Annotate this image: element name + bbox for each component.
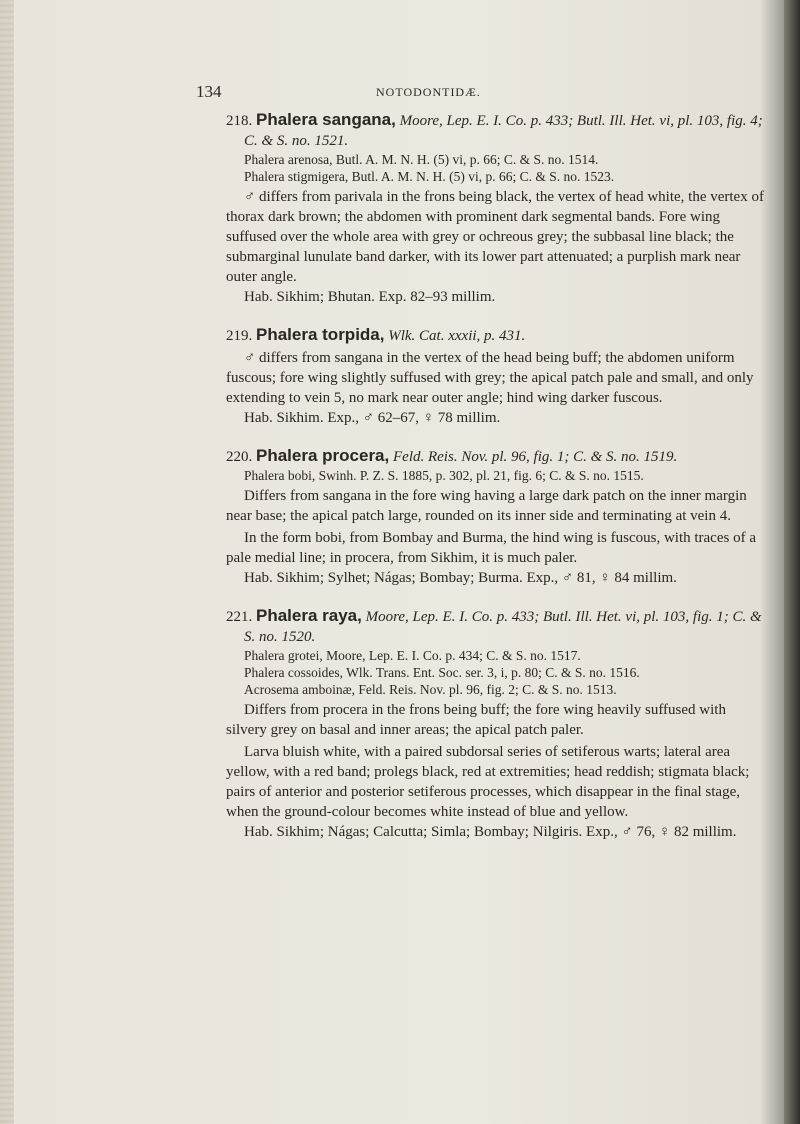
- entry-number: 219.: [226, 328, 253, 344]
- citation: Feld. Reis. Nov. pl. 96, fig. 1; C. & S. no. 1519.: [393, 449, 678, 465]
- species-entry: [226, 110, 766, 307]
- entry-number: 220.: [226, 449, 253, 465]
- description: ♂ differs from sangana in the vertex of the head being buff; the abdomen uniform fuscous; fore wing slightly suffused with grey; the apical patch pale and small, and only extending to vein 5, no mark near outer angle; hind wing darker fuscous.: [226, 350, 754, 406]
- species-entry: [226, 606, 766, 842]
- entry-heading: [226, 606, 766, 647]
- synonym: Phalera bobi, Swinh. P. Z. S. 1885, p. 302, pl. 21, fig. 6; C. & S. no. 1515.: [244, 468, 644, 483]
- habitat: Hab. Sikhim. Exp., ♂ 62–67, ♀ 78 millim.: [244, 410, 501, 426]
- species-name: Phalera torpida,: [256, 325, 385, 344]
- description: Differs from procera in the frons being buff; the fore wing heavily suffused with silvery grey on basal and inner areas; the apical patch paler.: [226, 702, 726, 738]
- entry-number: 218.: [226, 113, 253, 129]
- citation: Moore, Lep. E. I. Co. p. 433; Butl. Ill. Het. vi, pl. 103, fig. 1; C. & S. no. 1520.: [244, 609, 762, 645]
- running-title: NOTODONTIDÆ.: [376, 85, 481, 99]
- description: Differs from sangana in the fore wing having a large dark patch on the inner margin near base; the apical patch large, rounded on its inner side and terminating at vein 4.: [226, 488, 747, 524]
- synonym: Phalera grotei, Moore, Lep. E. I. Co. p. 434; C. & S. no. 1517.: [244, 648, 581, 663]
- synonym: Phalera arenosa, Butl. A. M. N. H. (5) vi, p. 66; C. & S. no. 1514.: [244, 152, 599, 167]
- entry-heading: [226, 110, 766, 151]
- page-edge: [784, 0, 800, 1124]
- species-name: Phalera procera,: [256, 446, 390, 465]
- species-entry: [226, 325, 766, 428]
- species-name: Phalera sangana,: [256, 110, 396, 129]
- species-name: Phalera raya,: [256, 606, 362, 625]
- page-binding: [0, 0, 14, 1124]
- page-content: [226, 110, 766, 860]
- synonym: Phalera stigmigera, Butl. A. M. N. H. (5) vi, p. 66; C. & S. no. 1523.: [244, 169, 615, 184]
- habitat: Hab. Sikhim; Bhutan. Exp. 82–93 millim.: [244, 289, 496, 305]
- entry-heading: [226, 325, 766, 346]
- synonym: Phalera cossoides, Wlk. Trans. Ent. Soc. ser. 3, i, p. 80; C. & S. no. 1516.: [244, 665, 640, 680]
- entry-number: 221.: [226, 609, 253, 625]
- citation: Moore, Lep. E. I. Co. p. 433; Butl. Ill. Het. vi, pl. 103, fig. 4; C. & S. no. 1521.: [244, 113, 763, 149]
- entry-heading: [226, 446, 766, 467]
- synonym: Acrosema amboinæ, Feld. Reis. Nov. pl. 96, fig. 2; C. & S. no. 1513.: [244, 682, 617, 697]
- species-entry: [226, 446, 766, 588]
- larva-description: Larva bluish white, with a paired subdorsal series of setiferous warts; lateral area yellow, with a red band; prolegs black, red at extremities; head reddish; stigmata black; pairs of anterior and posterior setiferous processes, which disappear in the final stage, when the ground-colour becomes white instead of blue and yellow.: [226, 744, 750, 820]
- page-number: 134: [196, 82, 222, 101]
- running-head: [196, 82, 776, 104]
- habitat: Hab. Sikhim; Sylhet; Nágas; Bombay; Burma. Exp., ♂ 81, ♀ 84 millim.: [244, 570, 677, 586]
- description-continued: In the form bobi, from Bombay and Burma, the hind wing is fuscous, with traces of a pale medial line; in procera, from Sikhim, it is much paler.: [226, 530, 756, 566]
- habitat: Hab. Sikhim; Nágas; Calcutta; Simla; Bombay; Nilgiris. Exp., ♂ 76, ♀ 82 millim.: [244, 824, 737, 840]
- description: ♂ differs from parivala in the frons being black, the vertex of head white, the vertex of thorax dark brown; the abdomen with prominent dark segmental bands. Fore wing suffused over the whole area with grey or ochreous grey; the subbasal line black; the submarginal lunulate band darker, with its lower part attenuated; a purplish mark near outer angle.: [226, 189, 764, 285]
- citation: Wlk. Cat. xxxii, p. 431.: [388, 328, 526, 344]
